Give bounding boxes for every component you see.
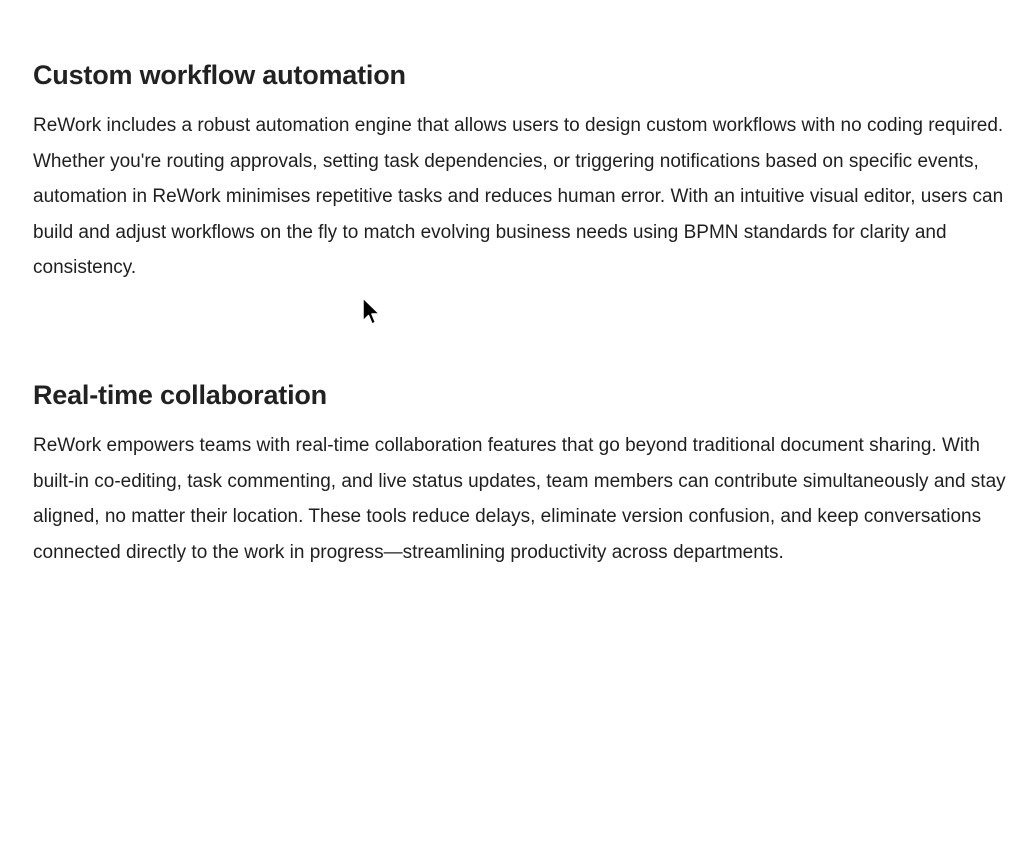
real-time-collaboration-section: [33, 376, 1008, 570]
workflow-automation-section: [33, 56, 1008, 286]
section-heading: Real-time collaboration: [33, 380, 327, 410]
section-heading: Custom workflow automation: [33, 60, 406, 90]
section-body: ReWork empowers teams with real-time collaboration features that go beyond traditional document sharing. With built-in co-editing, task commenting, and live status updates, team members can contribute simultaneously and stay aligned, no matter their location. These tools reduce delays, eliminate version confusion, and keep conversations connected directly to the work in progress—streamlining productivity across departments.: [33, 435, 1006, 563]
section-body: ReWork includes a robust automation engine that allows users to design custom workflows with no coding required. Whether you're routing approvals, setting task dependencies, or triggering notifications based on specific events, automation in ReWork minimises repetitive tasks and reduces human error. With an intuitive visual editor, users can build and adjust workflows on the fly to match evolving business needs using BPMN standards for clarity and consistency.: [33, 115, 1004, 278]
mouse-pointer-icon: [361, 297, 381, 329]
